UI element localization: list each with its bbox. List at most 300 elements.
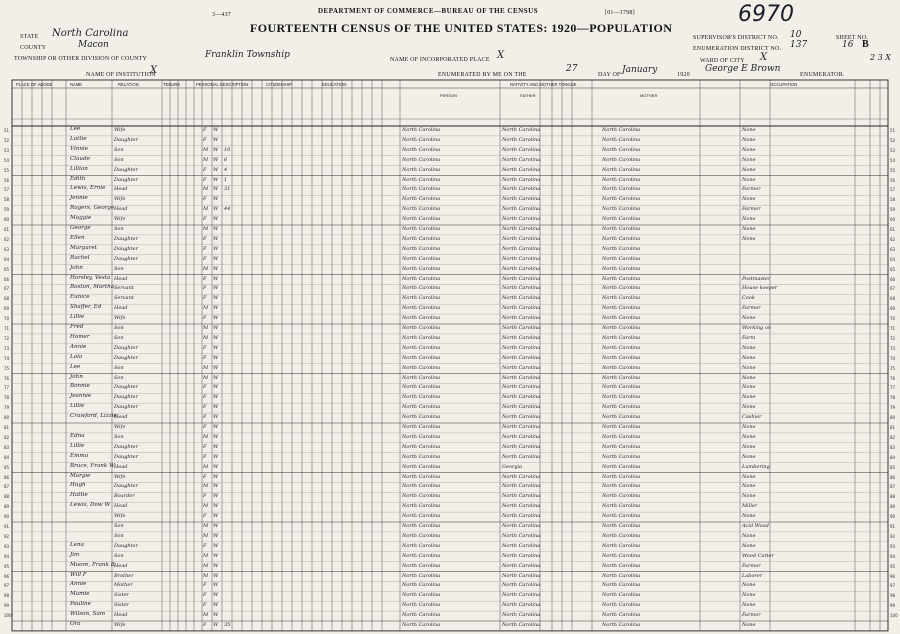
birthplace-mother: North Carolina (602, 602, 641, 609)
birthplace-father: North Carolina (502, 572, 541, 579)
sex: M (203, 186, 209, 193)
occupation: None (742, 473, 756, 480)
birthplace-person: North Carolina (402, 433, 441, 440)
relation: Wife (114, 196, 126, 203)
birthplace-mother: North Carolina (602, 245, 641, 252)
birthplace-mother: North Carolina (602, 493, 641, 500)
birthplace-father: North Carolina (502, 433, 541, 440)
race: W (213, 374, 219, 381)
birthplace-mother: North Carolina (602, 542, 641, 549)
occupation: Farmer (742, 206, 761, 213)
occupation: None (742, 136, 756, 143)
person-name: Lee (70, 363, 81, 370)
enumerator-name: George E Brown (705, 64, 781, 74)
relation: Daughter (114, 453, 138, 460)
race: W (213, 136, 219, 143)
person-name: John (70, 373, 83, 380)
row-number-left: 62 (4, 236, 10, 242)
sex: M (203, 156, 209, 163)
birthplace-person: North Carolina (402, 176, 441, 183)
relation: Son (114, 265, 124, 272)
row-number-left: 87 (4, 484, 10, 490)
row-number-left: 92 (4, 533, 10, 539)
row-number-left: 84 (4, 454, 10, 460)
row-number-right: 99 (890, 603, 896, 609)
state-label: STATE (20, 34, 39, 40)
race: W (213, 473, 219, 480)
row-number-left: 90 (4, 514, 10, 520)
row-number-left: 85 (4, 464, 10, 470)
relation: Son (114, 374, 124, 381)
row-number-left: 54 (4, 157, 10, 163)
birthplace-father: North Carolina (502, 532, 541, 539)
race: W (213, 582, 219, 589)
birthplace-person: North Carolina (402, 424, 441, 430)
birthplace-mother: North Carolina (602, 463, 641, 470)
row-number-left: 55 (4, 167, 10, 173)
relation: Daughter (114, 136, 138, 143)
birthplace-person: North Carolina (402, 136, 441, 143)
race: W (213, 305, 219, 312)
sex: F (203, 582, 207, 589)
birthplace-father: North Carolina (502, 562, 541, 569)
sex: F (203, 315, 207, 322)
relation: Son (114, 146, 124, 153)
occupation: Postmaster (742, 275, 771, 282)
birthplace-person: North Carolina (402, 443, 441, 450)
sex: F (203, 473, 207, 480)
birthplace-father: North Carolina (502, 523, 541, 529)
row-number-right: 90 (890, 514, 896, 520)
birthplace-person: North Carolina (402, 513, 441, 520)
row-number-right: 74 (890, 355, 896, 361)
sex: F (203, 622, 207, 628)
race: W (213, 295, 219, 302)
birthplace-person: North Carolina (402, 275, 441, 282)
age: 31 (224, 186, 231, 193)
race: W (213, 384, 219, 391)
person-name: Lottie (70, 135, 87, 142)
birthplace-father: North Carolina (502, 414, 541, 421)
birthplace-mother: North Carolina (602, 433, 641, 440)
sex: F (203, 602, 207, 609)
person-name: Wilson, Sam (70, 611, 106, 618)
sex: F (203, 216, 207, 223)
row-number-left: 93 (4, 543, 10, 549)
row-number-left: 73 (4, 345, 10, 351)
sex: F (203, 394, 207, 401)
race: W (213, 186, 219, 193)
sex: M (203, 206, 209, 213)
row-number-left: 65 (4, 266, 10, 272)
race: W (213, 206, 219, 213)
birthplace-person: North Carolina (402, 285, 441, 292)
occupation: None (742, 216, 756, 223)
birthplace-father: North Carolina (502, 226, 541, 232)
birthplace-father: North Carolina (502, 374, 541, 381)
row-number-right: 76 (890, 375, 896, 381)
birthplace-person: North Carolina (402, 612, 441, 619)
row-number-left: 71 (4, 326, 10, 331)
occupation: Farmer (742, 305, 761, 312)
birthplace-mother: North Carolina (602, 186, 641, 193)
person-name: Annie (70, 343, 87, 350)
birthplace-mother: North Carolina (602, 582, 641, 589)
county-value: Macon (78, 40, 109, 50)
row-number-right: 72 (890, 335, 896, 341)
relation: Daughter (114, 404, 138, 411)
place-value: X (497, 50, 505, 61)
race: W (213, 622, 219, 628)
row-number-left: 81 (4, 425, 10, 430)
birthplace-mother: North Carolina (602, 453, 641, 460)
relation-header: RELATION (118, 82, 139, 87)
sex: F (203, 592, 207, 599)
row-number-left: 76 (4, 375, 10, 381)
occupation: Cashier (742, 414, 762, 421)
row-number-right: 67 (890, 286, 896, 292)
row-number-right: 86 (890, 474, 896, 480)
birthplace-father: North Carolina (502, 206, 541, 213)
birthplace-person: North Carolina (402, 344, 441, 351)
row-number-left: 94 (4, 553, 10, 559)
row-number-right: 53 (890, 147, 896, 153)
personal-description-header: PERSONAL DESCRIPTION (196, 82, 249, 87)
row-number-right: 70 (890, 316, 896, 322)
birthplace-mother: North Carolina (602, 156, 641, 163)
occupation: None (742, 404, 756, 411)
birthplace-mother: North Carolina (602, 265, 641, 272)
relation: Daughter (114, 255, 138, 262)
birthplace-father: North Carolina (502, 285, 541, 292)
birthplace-person: North Carolina (402, 394, 441, 401)
person-name: Hattie (70, 492, 88, 499)
institution-label: NAME OF INSTITUTION (86, 72, 156, 78)
birthplace-mother: North Carolina (602, 513, 641, 520)
occupation: None (742, 196, 756, 203)
birthplace-father: North Carolina (502, 136, 541, 143)
relation: Son (114, 532, 124, 539)
birthplace-person: North Carolina (402, 196, 441, 203)
sex: F (203, 513, 207, 520)
person-name: Eunice (70, 294, 90, 301)
row-number-left: 58 (4, 197, 10, 203)
birthplace-father: North Carolina (502, 493, 541, 500)
birthplace-mother: North Carolina (602, 216, 641, 223)
birthplace-person: North Carolina (402, 414, 441, 421)
race: W (213, 612, 219, 619)
relation: Head (114, 186, 128, 193)
row-number-right: 88 (890, 494, 896, 500)
relation: Head (114, 305, 128, 312)
row-number-left: 57 (4, 187, 10, 193)
race: W (213, 166, 219, 173)
row-number-left: 82 (4, 434, 10, 440)
occupation: None (742, 226, 756, 232)
sex: M (203, 532, 209, 539)
row-number-right: 73 (890, 345, 896, 351)
person-name: Maggie (70, 215, 92, 222)
birthplace-mother: North Carolina (602, 305, 641, 312)
relation: Servant (114, 285, 134, 292)
sheet-side: B (862, 39, 869, 50)
birthplace-person: North Carolina (402, 404, 441, 411)
race: W (213, 127, 219, 133)
birthplace-father: North Carolina (502, 146, 541, 153)
relation: Wife (114, 473, 126, 480)
relation: Son (114, 552, 124, 559)
person-name: Lillie (70, 403, 85, 410)
relation: Head (114, 463, 128, 470)
row-number-right: 85 (890, 464, 896, 470)
birthplace-mother: North Carolina (602, 394, 641, 401)
person-name: Bruce, Frank W (70, 462, 115, 469)
race: W (213, 146, 219, 153)
occupation: Miller (742, 503, 758, 510)
birthplace-father: North Carolina (502, 453, 541, 460)
race: W (213, 483, 219, 490)
relation: Head (114, 414, 128, 421)
row-number-right: 61 (890, 227, 896, 232)
person-name: Mamie (70, 591, 90, 598)
birthplace-person: North Carolina (402, 127, 441, 133)
department-line: DEPARTMENT OF COMMERCE—BUREAU OF THE CENSUS (318, 7, 539, 15)
birthplace-person: North Carolina (402, 216, 441, 223)
relation: Brother (114, 572, 134, 579)
sex: M (203, 265, 209, 272)
row-number-right: 54 (890, 157, 896, 163)
person-name: Annie (70, 581, 87, 588)
row-number-right: 79 (890, 405, 896, 411)
person-name: Lillie (70, 314, 85, 321)
person-name: Bonnie (70, 383, 90, 390)
row-number-left: 86 (4, 474, 10, 480)
sex: F (203, 542, 207, 549)
row-number-left: 51 (4, 128, 10, 133)
relation: Daughter (114, 354, 138, 361)
birthplace-mother: North Carolina (602, 325, 641, 331)
occupation: None (742, 532, 756, 539)
birthplace-father: North Carolina (502, 325, 541, 331)
row-number-right: 51 (890, 128, 896, 133)
race: W (213, 394, 219, 401)
sex: F (203, 196, 207, 203)
relation: Sister (114, 592, 129, 599)
sex: F (203, 414, 207, 421)
birthplace-person: North Carolina (402, 305, 441, 312)
occupation: Lumbering (742, 463, 770, 470)
birthplace-mother: North Carolina (602, 622, 641, 628)
row-number-right: 60 (890, 217, 896, 223)
birthplace-mother: North Carolina (602, 334, 641, 341)
form-number: 3—437 (212, 12, 231, 18)
relation: Boarder (114, 493, 135, 500)
race: W (213, 196, 219, 203)
occupation: None (742, 453, 756, 460)
birthplace-person: North Carolina (402, 186, 441, 193)
sex: F (203, 453, 207, 460)
row-number-left: 74 (4, 355, 10, 361)
person-name: Jeannie (70, 393, 92, 400)
birthplace-person: North Carolina (402, 226, 441, 232)
sex: F (203, 384, 207, 391)
sex: M (203, 433, 209, 440)
birthplace-mother: North Carolina (602, 127, 641, 133)
birthplace-mother: North Carolina (602, 503, 641, 510)
person-name: Rachel (70, 254, 90, 261)
row-number-left: 95 (4, 563, 10, 569)
relation: Son (114, 156, 124, 163)
birthplace-mother: North Carolina (602, 196, 641, 203)
state-value: North Carolina (52, 28, 129, 39)
birthplace-father: North Carolina (502, 404, 541, 411)
race: W (213, 562, 219, 569)
birthplace-father: North Carolina (502, 265, 541, 272)
row-number-right: 65 (890, 266, 896, 272)
row-number-right: 62 (890, 236, 896, 242)
row-number-right: 95 (890, 563, 896, 569)
row-number-right: 83 (890, 444, 896, 450)
birthplace-person: North Carolina (402, 562, 441, 569)
sex: F (203, 344, 207, 351)
birthplace-mother: North Carolina (602, 235, 641, 242)
birthplace-mother: North Carolina (602, 592, 641, 599)
person-name: Boston, Martha (70, 284, 115, 291)
sex: F (203, 275, 207, 282)
birthplace-person: North Carolina (402, 354, 441, 361)
birthplace-mother: North Carolina (602, 532, 641, 539)
birthplace-father: North Carolina (502, 295, 541, 302)
race: W (213, 325, 219, 331)
person-name: Homer (70, 333, 90, 340)
row-number-right: 93 (890, 543, 896, 549)
race: W (213, 354, 219, 361)
birthplace-mother: North Carolina (602, 206, 641, 213)
row-number-left: 60 (4, 217, 10, 223)
row-number-right: 81 (890, 425, 896, 430)
citizenship-header: CITIZENSHIP (266, 82, 293, 87)
row-number-left: 79 (4, 405, 10, 411)
nativity-header: NATIVITY AND MOTHER TONGUE (510, 82, 577, 87)
relation: Wife (114, 622, 126, 628)
row-number-right: 96 (890, 573, 896, 579)
birthplace-mother: North Carolina (602, 443, 641, 450)
enumeration-label: ENUMERATION DISTRICT NO. (693, 46, 782, 52)
birthplace-person: North Carolina (402, 453, 441, 460)
birthplace-father: North Carolina (502, 394, 541, 401)
row-number-right: 69 (890, 306, 896, 312)
relation: Son (114, 523, 124, 529)
occupation: None (742, 127, 756, 133)
occupation: House keeper (742, 285, 778, 292)
birthplace-father: North Carolina (502, 235, 541, 242)
age: 4 (224, 166, 228, 173)
sex: F (203, 166, 207, 173)
enumerator-label: ENUMERATOR. (800, 72, 845, 78)
birthplace-mother: North Carolina (602, 572, 641, 579)
race: W (213, 245, 219, 252)
table-border (12, 80, 888, 631)
row-number-left: 89 (4, 504, 10, 510)
birthplace-person: North Carolina (402, 245, 441, 252)
birthplace-person: North Carolina (402, 622, 441, 628)
birthplace-person: North Carolina (402, 523, 441, 529)
birthplace-mother: North Carolina (602, 275, 641, 282)
relation: Daughter (114, 344, 138, 351)
row-number-left: 70 (4, 316, 10, 322)
county-label: COUNTY (20, 45, 47, 51)
occupation: None (742, 394, 756, 401)
relation: Wife (114, 127, 126, 133)
sex: M (203, 305, 209, 312)
row-number-right: 97 (890, 583, 896, 589)
sex: F (203, 255, 207, 262)
birthplace-mother: North Carolina (602, 374, 641, 381)
row-number-right: 100 (890, 613, 898, 619)
race: W (213, 532, 219, 539)
sex: M (203, 552, 209, 559)
ward-value: X (760, 52, 768, 63)
relation: Wife (114, 315, 126, 322)
enumerated-label: ENUMERATED BY ME ON THE (438, 72, 527, 78)
row-number-right: 77 (890, 385, 896, 391)
birthplace-person: North Carolina (402, 235, 441, 242)
sex: M (203, 483, 209, 490)
year: 1920 (677, 72, 690, 78)
birthplace-mother: North Carolina (602, 344, 641, 351)
row-number-left: 80 (4, 415, 10, 421)
person-name: Margie (70, 472, 91, 479)
race: W (213, 542, 219, 549)
occupation: None (742, 592, 756, 599)
place-label: NAME OF INCORPORATED PLACE (390, 57, 490, 63)
census-title: FOURTEENTH CENSUS OF THE UNITED STATES: 1920—POPULATION (250, 21, 673, 35)
relation: Daughter (114, 542, 138, 549)
occupation: None (742, 582, 756, 589)
sex: M (203, 503, 209, 510)
birthplace-mother: North Carolina (602, 285, 641, 292)
row-number-left: 98 (4, 593, 10, 599)
birthplace-mother: North Carolina (602, 255, 641, 262)
birthplace-mother: North Carolina (602, 295, 641, 302)
birthplace-person: North Carolina (402, 364, 441, 371)
sex: F (203, 404, 207, 411)
race: W (213, 344, 219, 351)
row-number-left: 52 (4, 137, 10, 143)
race: W (213, 463, 219, 470)
person-name: Edna (70, 432, 85, 439)
age: 1 (224, 176, 228, 183)
relation: Daughter (114, 483, 138, 490)
mother-subheader: MOTHER (640, 93, 658, 98)
row-number-left: 69 (4, 306, 10, 312)
row-number-left: 59 (4, 207, 10, 213)
birthplace-mother: North Carolina (602, 136, 641, 143)
relation: Daughter (114, 176, 138, 183)
age: 44 (224, 206, 231, 213)
row-number-left: 97 (4, 583, 10, 589)
race: W (213, 315, 219, 322)
sex: M (203, 562, 209, 569)
person-name: Edith (70, 175, 86, 182)
sex: M (203, 226, 209, 232)
occupation: Acid Wood (742, 523, 769, 529)
sex: M (203, 146, 209, 153)
person-name: Margaret (70, 244, 97, 251)
birthplace-person: North Carolina (402, 384, 441, 391)
row-number-right: 56 (890, 177, 896, 183)
row-number-right: 78 (890, 395, 896, 401)
